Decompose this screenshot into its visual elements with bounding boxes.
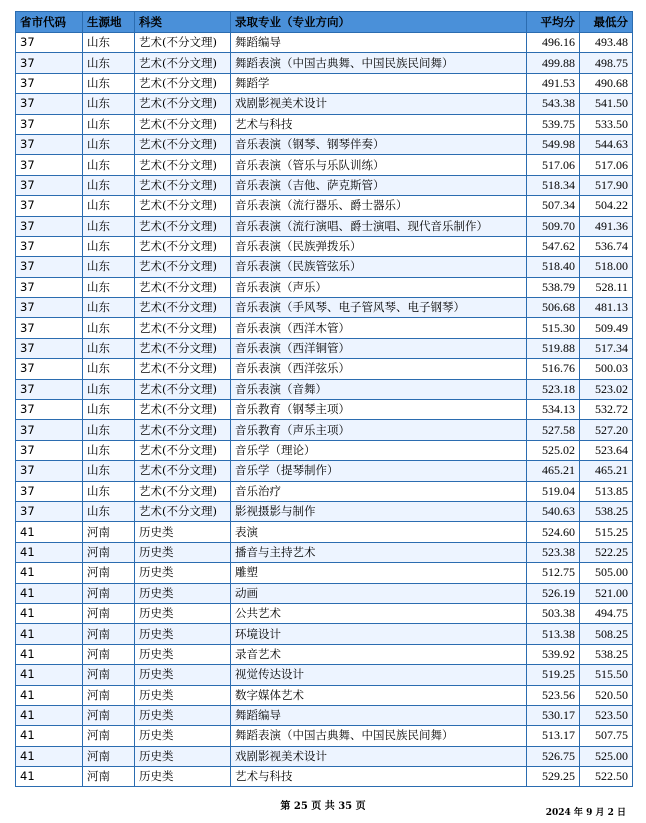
cell-province-code: 37 — [16, 359, 83, 379]
cell-subject-category: 艺术(不分文理) — [135, 216, 231, 236]
table-row — [16, 53, 633, 73]
cell-origin: 河南 — [83, 705, 135, 725]
cell-major: 视觉传达设计 — [231, 665, 527, 685]
cell-province-code: 37 — [16, 379, 83, 399]
cell-minimum-score: 494.75 — [580, 603, 633, 623]
cell-subject-category: 艺术(不分文理) — [135, 338, 231, 358]
cell-province-code: 37 — [16, 501, 83, 521]
cell-average-score: 519.25 — [527, 665, 580, 685]
cell-origin: 山东 — [83, 420, 135, 440]
table-body — [16, 33, 633, 787]
cell-origin: 山东 — [83, 338, 135, 358]
cell-province-code: 41 — [16, 603, 83, 623]
table-row — [16, 542, 633, 562]
cell-origin: 山东 — [83, 155, 135, 175]
cell-average-score: 538.79 — [527, 277, 580, 297]
cell-minimum-score: 544.63 — [580, 134, 633, 154]
cell-average-score: 529.25 — [527, 767, 580, 787]
table-row — [16, 338, 633, 358]
cell-province-code: 37 — [16, 73, 83, 93]
cell-subject-category: 历史类 — [135, 685, 231, 705]
table-row — [16, 236, 633, 256]
cell-origin: 河南 — [83, 644, 135, 664]
table-row — [16, 73, 633, 93]
cell-subject-category: 艺术(不分文理) — [135, 155, 231, 175]
table-row — [16, 298, 633, 318]
cell-average-score: 491.53 — [527, 73, 580, 93]
header-major: 录取专业（专业方向） — [231, 12, 527, 33]
cell-major: 音乐表演（西洋铜管） — [231, 338, 527, 358]
table-row — [16, 175, 633, 195]
cell-province-code: 37 — [16, 155, 83, 175]
cell-average-score: 513.38 — [527, 624, 580, 644]
table-row — [16, 216, 633, 236]
cell-province-code: 41 — [16, 705, 83, 725]
cell-minimum-score: 509.49 — [580, 318, 633, 338]
table-row — [16, 501, 633, 521]
cell-major: 音乐教育（声乐主项） — [231, 420, 527, 440]
cell-origin: 山东 — [83, 196, 135, 216]
cell-subject-category: 历史类 — [135, 542, 231, 562]
cell-major: 表演 — [231, 522, 527, 542]
cell-province-code: 37 — [16, 440, 83, 460]
cell-minimum-score: 493.48 — [580, 33, 633, 53]
cell-major: 戏剧影视美术设计 — [231, 94, 527, 114]
cell-origin: 山东 — [83, 216, 135, 236]
cell-province-code: 41 — [16, 583, 83, 603]
cell-minimum-score: 491.36 — [580, 216, 633, 236]
cell-minimum-score: 538.25 — [580, 644, 633, 664]
cell-subject-category: 艺术(不分文理) — [135, 196, 231, 216]
cell-average-score: 509.70 — [527, 216, 580, 236]
cell-average-score: 523.38 — [527, 542, 580, 562]
table-row — [16, 155, 633, 175]
cell-province-code: 37 — [16, 257, 83, 277]
cell-subject-category: 历史类 — [135, 705, 231, 725]
cell-average-score: 534.13 — [527, 400, 580, 420]
cell-minimum-score: 538.25 — [580, 501, 633, 521]
cell-average-score: 540.63 — [527, 501, 580, 521]
cell-subject-category: 历史类 — [135, 746, 231, 766]
admission-score-sheet — [15, 11, 632, 787]
cell-major: 音乐表演（西洋木管） — [231, 318, 527, 338]
cell-minimum-score: 490.68 — [580, 73, 633, 93]
cell-minimum-score: 515.25 — [580, 522, 633, 542]
page-number: 第 25 页 共 35 页 — [280, 801, 366, 812]
cell-subject-category: 艺术(不分文理) — [135, 73, 231, 93]
cell-subject-category: 历史类 — [135, 522, 231, 542]
cell-major: 舞蹈学 — [231, 73, 527, 93]
cell-minimum-score: 523.02 — [580, 379, 633, 399]
cell-major: 戏剧影视美术设计 — [231, 746, 527, 766]
cell-subject-category: 艺术(不分文理) — [135, 33, 231, 53]
cell-major: 公共艺术 — [231, 603, 527, 623]
cell-subject-category: 艺术(不分文理) — [135, 94, 231, 114]
cell-province-code: 37 — [16, 33, 83, 53]
cell-average-score: 539.92 — [527, 644, 580, 664]
cell-average-score: 526.19 — [527, 583, 580, 603]
cell-province-code: 37 — [16, 318, 83, 338]
cell-major: 环境设计 — [231, 624, 527, 644]
cell-minimum-score: 465.21 — [580, 461, 633, 481]
cell-province-code: 41 — [16, 563, 83, 583]
cell-minimum-score: 507.75 — [580, 726, 633, 746]
cell-subject-category: 艺术(不分文理) — [135, 257, 231, 277]
cell-average-score: 523.56 — [527, 685, 580, 705]
cell-origin: 河南 — [83, 726, 135, 746]
cell-origin: 山东 — [83, 359, 135, 379]
header-average-score: 平均分 — [527, 12, 580, 33]
cell-subject-category: 艺术(不分文理) — [135, 420, 231, 440]
table-row — [16, 420, 633, 440]
table-row — [16, 318, 633, 338]
table-row — [16, 644, 633, 664]
cell-subject-category: 艺术(不分文理) — [135, 359, 231, 379]
table-row — [16, 196, 633, 216]
cell-average-score: 543.38 — [527, 94, 580, 114]
cell-origin: 山东 — [83, 134, 135, 154]
header-minimum-score: 最低分 — [580, 12, 633, 33]
cell-minimum-score: 532.72 — [580, 400, 633, 420]
cell-origin: 山东 — [83, 277, 135, 297]
cell-province-code: 41 — [16, 767, 83, 787]
cell-average-score: 496.16 — [527, 33, 580, 53]
cell-subject-category: 艺术(不分文理) — [135, 481, 231, 501]
cell-origin: 山东 — [83, 400, 135, 420]
cell-subject-category: 艺术(不分文理) — [135, 134, 231, 154]
cell-province-code: 37 — [16, 461, 83, 481]
cell-average-score: 465.21 — [527, 461, 580, 481]
cell-major: 音乐治疗 — [231, 481, 527, 501]
cell-province-code: 37 — [16, 298, 83, 318]
cell-major: 音乐表演（管乐与乐队训练） — [231, 155, 527, 175]
cell-province-code: 37 — [16, 196, 83, 216]
cell-subject-category: 艺术(不分文理) — [135, 236, 231, 256]
cell-major: 音乐表演（流行演唱、爵士演唱、现代音乐制作） — [231, 216, 527, 236]
cell-origin: 河南 — [83, 603, 135, 623]
cell-subject-category: 历史类 — [135, 644, 231, 664]
cell-origin: 河南 — [83, 746, 135, 766]
cell-minimum-score: 522.50 — [580, 767, 633, 787]
cell-average-score: 526.75 — [527, 746, 580, 766]
cell-minimum-score: 520.50 — [580, 685, 633, 705]
cell-origin: 山东 — [83, 236, 135, 256]
cell-subject-category: 历史类 — [135, 603, 231, 623]
cell-province-code: 37 — [16, 94, 83, 114]
cell-minimum-score: 527.20 — [580, 420, 633, 440]
cell-minimum-score: 523.50 — [580, 705, 633, 725]
cell-average-score: 517.06 — [527, 155, 580, 175]
cell-minimum-score: 533.50 — [580, 114, 633, 134]
cell-average-score: 519.04 — [527, 481, 580, 501]
cell-origin: 河南 — [83, 665, 135, 685]
cell-origin: 河南 — [83, 563, 135, 583]
cell-minimum-score: 541.50 — [580, 94, 633, 114]
cell-province-code: 41 — [16, 665, 83, 685]
table-row — [16, 767, 633, 787]
table-row — [16, 583, 633, 603]
cell-major: 雕塑 — [231, 563, 527, 583]
cell-province-code: 37 — [16, 481, 83, 501]
cell-average-score: 507.34 — [527, 196, 580, 216]
cell-minimum-score: 498.75 — [580, 53, 633, 73]
cell-origin: 山东 — [83, 440, 135, 460]
cell-major: 数字媒体艺术 — [231, 685, 527, 705]
cell-province-code: 41 — [16, 685, 83, 705]
cell-major: 影视摄影与制作 — [231, 501, 527, 521]
cell-minimum-score: 536.74 — [580, 236, 633, 256]
cell-average-score: 539.75 — [527, 114, 580, 134]
cell-average-score: 523.18 — [527, 379, 580, 399]
cell-minimum-score: 517.34 — [580, 338, 633, 358]
cell-province-code: 41 — [16, 726, 83, 746]
cell-average-score: 549.98 — [527, 134, 580, 154]
cell-subject-category: 历史类 — [135, 665, 231, 685]
cell-major: 舞蹈表演（中国古典舞、中国民族民间舞） — [231, 53, 527, 73]
cell-minimum-score: 481.13 — [580, 298, 633, 318]
cell-origin: 山东 — [83, 298, 135, 318]
cell-origin: 山东 — [83, 175, 135, 195]
cell-minimum-score: 500.03 — [580, 359, 633, 379]
cell-average-score: 530.17 — [527, 705, 580, 725]
cell-average-score: 503.38 — [527, 603, 580, 623]
table-row — [16, 481, 633, 501]
table-row — [16, 379, 633, 399]
cell-minimum-score: 528.11 — [580, 277, 633, 297]
cell-origin: 山东 — [83, 257, 135, 277]
table-row — [16, 726, 633, 746]
cell-province-code: 37 — [16, 114, 83, 134]
cell-province-code: 41 — [16, 746, 83, 766]
cell-major: 音乐学（理论） — [231, 440, 527, 460]
cell-province-code: 37 — [16, 134, 83, 154]
cell-average-score: 513.17 — [527, 726, 580, 746]
cell-subject-category: 艺术(不分文理) — [135, 298, 231, 318]
table-row — [16, 134, 633, 154]
table-row — [16, 685, 633, 705]
cell-average-score: 518.40 — [527, 257, 580, 277]
table-row — [16, 400, 633, 420]
cell-major: 艺术与科技 — [231, 767, 527, 787]
cell-province-code: 37 — [16, 236, 83, 256]
table-row — [16, 563, 633, 583]
cell-province-code: 37 — [16, 400, 83, 420]
cell-origin: 河南 — [83, 522, 135, 542]
cell-subject-category: 艺术(不分文理) — [135, 114, 231, 134]
cell-major: 音乐表演（手风琴、电子管风琴、电子钢琴） — [231, 298, 527, 318]
cell-origin: 山东 — [83, 379, 135, 399]
cell-average-score: 499.88 — [527, 53, 580, 73]
table-row — [16, 603, 633, 623]
cell-minimum-score: 521.00 — [580, 583, 633, 603]
cell-average-score: 519.88 — [527, 338, 580, 358]
cell-major: 音乐学（提琴制作） — [231, 461, 527, 481]
admission-score-table — [15, 11, 633, 787]
cell-subject-category: 历史类 — [135, 583, 231, 603]
cell-province-code: 37 — [16, 277, 83, 297]
cell-province-code: 37 — [16, 338, 83, 358]
cell-origin: 山东 — [83, 318, 135, 338]
cell-subject-category: 艺术(不分文理) — [135, 461, 231, 481]
cell-province-code: 41 — [16, 644, 83, 664]
cell-average-score: 506.68 — [527, 298, 580, 318]
cell-average-score: 547.62 — [527, 236, 580, 256]
cell-minimum-score: 517.90 — [580, 175, 633, 195]
cell-subject-category: 艺术(不分文理) — [135, 501, 231, 521]
cell-major: 音乐表演（音舞） — [231, 379, 527, 399]
cell-province-code: 41 — [16, 522, 83, 542]
cell-province-code: 37 — [16, 420, 83, 440]
cell-minimum-score: 517.06 — [580, 155, 633, 175]
cell-average-score: 527.58 — [527, 420, 580, 440]
cell-origin: 河南 — [83, 624, 135, 644]
cell-origin: 山东 — [83, 481, 135, 501]
cell-major: 音乐表演（声乐） — [231, 277, 527, 297]
cell-minimum-score: 508.25 — [580, 624, 633, 644]
cell-subject-category: 艺术(不分文理) — [135, 400, 231, 420]
cell-average-score: 518.34 — [527, 175, 580, 195]
table-row — [16, 746, 633, 766]
cell-major: 音乐表演（民族弹拨乐） — [231, 236, 527, 256]
cell-major: 音乐表演（民族管弦乐） — [231, 257, 527, 277]
cell-major: 动画 — [231, 583, 527, 603]
print-date: 2024 年 9 月 2 日 — [545, 808, 626, 818]
header-origin: 生源地 — [83, 12, 135, 33]
cell-province-code: 41 — [16, 542, 83, 562]
table-row — [16, 94, 633, 114]
cell-origin: 河南 — [83, 583, 135, 603]
cell-subject-category: 历史类 — [135, 563, 231, 583]
cell-minimum-score: 518.00 — [580, 257, 633, 277]
cell-origin: 河南 — [83, 767, 135, 787]
cell-origin: 山东 — [83, 501, 135, 521]
cell-average-score: 516.76 — [527, 359, 580, 379]
cell-province-code: 37 — [16, 216, 83, 236]
cell-subject-category: 历史类 — [135, 767, 231, 787]
table-row — [16, 114, 633, 134]
cell-origin: 山东 — [83, 53, 135, 73]
cell-province-code: 37 — [16, 53, 83, 73]
cell-major: 舞蹈编导 — [231, 705, 527, 725]
cell-major: 音乐教育（钢琴主项） — [231, 400, 527, 420]
table-row — [16, 665, 633, 685]
cell-subject-category: 历史类 — [135, 624, 231, 644]
cell-average-score: 525.02 — [527, 440, 580, 460]
cell-minimum-score: 525.00 — [580, 746, 633, 766]
cell-minimum-score: 522.25 — [580, 542, 633, 562]
cell-minimum-score: 504.22 — [580, 196, 633, 216]
cell-origin: 山东 — [83, 114, 135, 134]
cell-minimum-score: 523.64 — [580, 440, 633, 460]
table-row — [16, 33, 633, 53]
cell-province-code: 41 — [16, 624, 83, 644]
header-province-code: 省市代码 — [16, 12, 83, 33]
cell-origin: 山东 — [83, 461, 135, 481]
cell-origin: 河南 — [83, 685, 135, 705]
cell-average-score: 515.30 — [527, 318, 580, 338]
cell-major: 舞蹈表演（中国古典舞、中国民族民间舞） — [231, 726, 527, 746]
cell-origin: 山东 — [83, 33, 135, 53]
table-row — [16, 359, 633, 379]
table-row — [16, 440, 633, 460]
cell-minimum-score: 513.85 — [580, 481, 633, 501]
header-subject-category: 科类 — [135, 12, 231, 33]
table-row — [16, 522, 633, 542]
cell-major: 舞蹈编导 — [231, 33, 527, 53]
table-row — [16, 705, 633, 725]
cell-major: 播音与主持艺术 — [231, 542, 527, 562]
table-row — [16, 624, 633, 644]
cell-major: 音乐表演（吉他、萨克斯管） — [231, 175, 527, 195]
cell-subject-category: 艺术(不分文理) — [135, 277, 231, 297]
table-row — [16, 277, 633, 297]
cell-origin: 山东 — [83, 73, 135, 93]
cell-province-code: 37 — [16, 175, 83, 195]
cell-minimum-score: 515.50 — [580, 665, 633, 685]
cell-major: 音乐表演（西洋弦乐） — [231, 359, 527, 379]
table-row — [16, 461, 633, 481]
cell-major: 音乐表演（流行器乐、爵士器乐） — [231, 196, 527, 216]
cell-subject-category: 艺术(不分文理) — [135, 440, 231, 460]
cell-origin: 山东 — [83, 94, 135, 114]
cell-minimum-score: 505.00 — [580, 563, 633, 583]
cell-major: 录音艺术 — [231, 644, 527, 664]
cell-subject-category: 历史类 — [135, 726, 231, 746]
cell-subject-category: 艺术(不分文理) — [135, 175, 231, 195]
cell-subject-category: 艺术(不分文理) — [135, 318, 231, 338]
cell-subject-category: 艺术(不分文理) — [135, 53, 231, 73]
cell-average-score: 524.60 — [527, 522, 580, 542]
cell-major: 艺术与科技 — [231, 114, 527, 134]
cell-major: 音乐表演（钢琴、钢琴伴奏） — [231, 134, 527, 154]
table-header-row — [16, 12, 633, 33]
cell-average-score: 512.75 — [527, 563, 580, 583]
cell-origin: 河南 — [83, 542, 135, 562]
cell-subject-category: 艺术(不分文理) — [135, 379, 231, 399]
table-row — [16, 257, 633, 277]
